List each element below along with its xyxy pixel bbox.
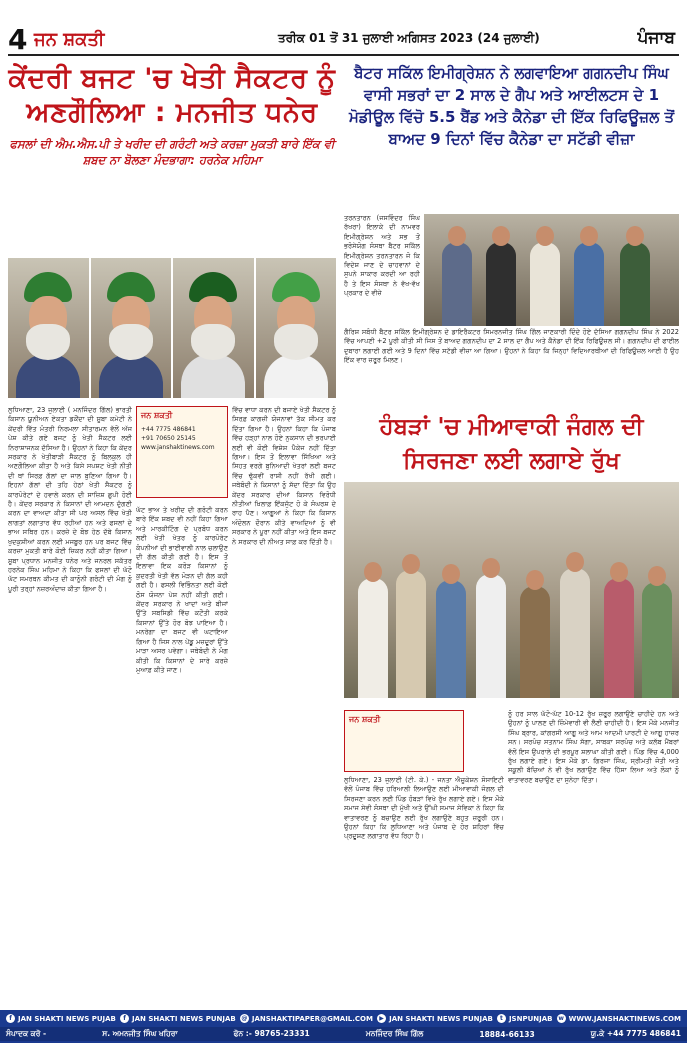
ad-website: www.janshaktinews.com (141, 444, 215, 451)
left-story-headline: ਕੇਂਦਰੀ ਬਜਟ 'ਚ ਖੇਤੀ ਸੈਕਟਰ ਨੂੰ ਅਣਗੌਲਿਆ : ਮਨਜੀਤ ਧਨੇਰ (8, 63, 336, 128)
globe-icon: w (558, 1015, 564, 1022)
advertisement (136, 406, 228, 498)
right-story1-text1: ਤਰਨਤਾਰਨ (ਜਸਵਿੰਦਰ ਸਿੰਘ ਰੱਖਰਾ) ਇਲਾਕੇ ਦੀ ਨਾਮਵਰ ਇਮੀਗ੍ਰੇਸ਼ਨ ਅਤੇ ਸਭ ਤੋਂ ਭਰੋਸੇਯੋਗ ਸੰਸਥਾ ਬੈਟਰ ਸਕਿੱਲ ਇਮੀਗ੍ਰੇਸ਼ਨ ਤਰਨਤਾਰਨ ਜੋ ਕਿ ਵਿਦੇਸ਼ ਜਾਣ ਦੇ ਚਾਹਵਾਨਾਂ ਦੇ ਸੁਪਨੇ ਸਾਕਾਰ ਕਰਦੀ ਆ ਰਹੀ ਹੈ ਤੇ ਇਸ ਸੰਸਥਾ ਨੇ ਵੱਖ-ਵੱਖ ਪ੍ਰਕਾਰ ਦੇ ਵੀਜ਼ੇ (344, 214, 420, 298)
ad-phone: +44 7775 486841 (141, 426, 196, 433)
right-story1-text2: ਗੈਰਿਸ਼ ਸਬੰਧੀ ਬੈਟਰ ਸਕਿੱਲ ਇਮੀਗ੍ਰੇਸ਼ਨ ਦੇ ਡਾਇਰੈਕਟਰ ਸਿਮਰਨਜੀਤ ਸਿੰਘ ਗਿੱਲ ਜਾਣਕਾਰੀ ਦਿੰਦੇ ਹੋਏ ਦੱਸਿਆ ਗਗਨਦੀਪ ਸਿੰਘ ਨੇ 2022 ਵਿੱਚ ਆਪਣੀ +2 ਪੂਰੀ ਕੀਤੀ ਸੀ ਜਿਸ ਤੋਂ ਬਾਅਦ ਗਗਨਦੀਪ ਦਾ 2 ਸਾਲ ਦਾ ਗੈਪ ਅਤੇ ਕੈਨੇਡਾ ਦੀ ਇੱਕ ਰਿਫਿਊਜ਼ਲ ਸੀ। ਗਗਨਦੀਪ ਦੀ ਫਾਈਲ ਦੁਬਾਰਾ ਲਗਾਈ ਗਈ ਅਤੇ 9 ਦਿਨਾਂ ਵਿੱਚ ਸਟੱਡੀ ਵੀਜ਼ਾ ਆ ਗਿਆ। ਉਹਨਾਂ ਨੇ ਕਿਹਾ ਕਿ ਜਿਨ੍ਹਾਂ ਵਿਦਿਆਰਥੀਆਂ ਦੀ ਰਿਫਿਊਜ਼ਲ ਆਈ ਹੈ ਉਹ ਇੱਕ ਵਾਰ ਜ਼ਰੂਰ ਮਿਲਣ। (344, 328, 679, 365)
ad-logo: ਜਨ ਸ਼ਕਤੀ (349, 715, 381, 724)
left-story-header (8, 62, 336, 168)
ad-phone: +91 70650 25145 (141, 435, 196, 442)
left-story-subhead: ਫਸਲਾਂ ਦੀ ਐਮ.ਐਸ.ਪੀ ਤੇ ਖਰੀਦ ਦੀ ਗਰੰਟੀ ਅਤੇ ਕਰਜ਼ਾ ਮੁਕਤੀ ਬਾਰੇ ਇੱਕ ਵੀ ਸ਼ਬਦ ਨਾ ਬੋਲਣਾ ਮੰਦਭਾਗਾ: ਹਰਨੇਕ ਮਹਿਮਾ (9, 137, 335, 167)
ad-logo: ਜਨ ਸ਼ਕਤੀ (141, 411, 173, 420)
facebook-icon: f (120, 1014, 129, 1023)
email-link[interactable]: @ JANSHAKTIPAPER@GMAIL.COM (241, 1014, 373, 1023)
masthead (8, 24, 679, 56)
right-story2-text2: ਨੂੰ ਹਰ ਸਾਲ ਘੱਟੋ-ਘੱਟ 10-12 ਰੁੱਖ ਜ਼ਰੂਰ ਲਗਾਉਣੇ ਚਾਹੀਦੇ ਹਨ ਅਤੇ ਉਹਨਾਂ ਨੂੰ ਪਾਲਣ ਦੀ ਜ਼ਿੰਮੇਵਾਰੀ ਵੀ ਲੈਣੀ ਚਾਹੀਦੀ ਹੈ। ਇਸ ਮੌਕੇ ਮਨਜੀਤ ਸਿੰਘ ਬ੍ਰਾਰ, ਕਾਂਗਰਸੀ ਆਗੂ ਅਤੇ ਆਮ ਆਦਮੀ ਪਾਰਟੀ ਦੇ ਆਗੂ ਹਾਜ਼ਰ ਸਨ। ਸਰਪੰਚ ਸਤਨਾਮ ਸਿੰਘ ਸੱਗਾ, ਸਾਬਕਾ ਸਰਪੰਚ ਅਤੇ ਕਲੱਬ ਮੈਂਬਰਾਂ ਵੱਲੋਂ ਇਸ ਉਪਰਾਲੇ ਦੀ ਭਰਪੂਰ ਸ਼ਲਾਘਾ ਕੀਤੀ ਗਈ। ਪਿੰਡ ਵਿੱਚ 4,000 ਰੁੱਖ ਲਗਾਏ ਗਏ। ਇਸ ਮੌਕੇ ਡਾ. ਗਿਰਜਾ ਸਿੰਘ, ਸ੍ਰੀਮਤੀ ਜੋਤੀ ਅਤੇ ਸਕੂਲੀ ਬੱਚਿਆਂ ਨੇ ਵੀ ਰੁੱਖ ਲਗਾਉਣ ਵਿੱਚ ਹਿੱਸਾ ਲਿਆ ਅਤੇ ਲੋਕਾਂ ਨੂੰ ਵਾਤਾਵਰਣ ਬਚਾਉਣ ਦਾ ਸੁਨੇਹਾ ਦਿੱਤਾ। (508, 710, 679, 784)
dateline: ਤਰੀਕ 01 ਤੋਂ 31 ਜੁਲਾਈ ਅਗਿਸਤ 2023 (24 ਜੁਲਾਈ) (278, 31, 540, 45)
right-story1-header (344, 62, 679, 150)
footer (0, 1010, 687, 1043)
right-story2-text1: ਲੁਧਿਆਣਾ, 23 ਜੁਲਾਈ (ਟੀ. ਕੇ.) - ਜਨਤਾ ਐਜੂਕੇਸ਼ਨ ਸੋਸਾਇਟੀ ਵੱਲੋਂ ਪੰਜਾਬ ਵਿੱਚ ਹਰਿਆਲੀ ਲਿਆਉਣ ਲਈ ਮੀਆਵਾਕੀ ਜੰਗਲ ਦੀ ਸਿਰਜਣਾ ਕਰਨ ਲਈ ਪਿੰਡ ਹੰਬੜਾਂ ਵਿਖੇ ਰੁੱਖ ਲਗਾਏ ਗਏ। ਇਸ ਮੌਕੇ ਸਮਾਜ ਸੇਵੀ ਸੰਸਥਾ ਦੀ ਮੁੱਖੀ ਅਤੇ ਉੱਘੀ ਸਮਾਜ ਸੇਵਿਕਾ ਨੇ ਕਿਹਾ ਕਿ ਵਾਤਾਵਰਣ ਨੂੰ ਬਚਾਉਣ ਲਈ ਰੁੱਖ ਲਗਾਉਣੇ ਬਹੁਤ ਜ਼ਰੂਰੀ ਹਨ। ਉਹਨਾਂ ਕਿਹਾ ਕਿ ਲੁਧਿਆਣਾ ਅਤੇ ਪੰਜਾਬ ਦੇ ਹੋਰ ਸ਼ਹਿਰਾਂ ਵਿੱਚ ਪ੍ਰਦੂਸ਼ਣ ਲਗਾਤਾਰ ਵੱਧ ਰਿਹਾ ਹੈ। (344, 776, 504, 841)
twitter-icon: t (497, 1014, 506, 1023)
uk-phone: ਯੂ.ਕੇ +44 7775 486841 (590, 1029, 681, 1038)
advertisement-small (344, 710, 464, 772)
newspaper-logo: ਜਨ ਸ਼ਕਤੀ (34, 29, 105, 50)
facebook-link[interactable]: f JAN SHAKTI NEWS PUJAB (6, 1014, 116, 1023)
editor-phone: ਫੋਨ :- 98765-23331 (233, 1029, 310, 1038)
email-icon: @ (241, 1015, 248, 1022)
website-link[interactable]: w WWW.JANSHAKTINEWS.COM (558, 1014, 681, 1023)
editor-name: ਸ. ਅਮਨਜੀਤ ਸਿੰਘ ਖਹਿਰਾ (102, 1029, 178, 1038)
youtube-link[interactable]: ▶ JAN SHAKTI NEWS PUNJAB (377, 1014, 493, 1023)
portrait-photo (256, 258, 337, 398)
portrait-photo (8, 258, 89, 398)
right-story1-headline: ਬੈਟਰ ਸਕਿੱਲ ਇਮੀਗ੍ਰੇਸ਼ਨ ਨੇ ਲਗਵਾਇਆ ਗਗਨਦੀਪ ਸਿੰਘ ਵਾਸੀ ਸਭਰਾਂ ਦਾ 2 ਸਾਲ ਦੇ ਗੈਪ ਅਤੇ ਆਈਲਟਸ ਦੇ 1 ਮੋਡੀਊਲ ਵਿੱਚੋ 5.5 ਬੈਂਡ ਅਤੇ ਕੈਨੇਡਾ ਦੀ ਇੱਕ ਰਿਫਿਊਜ਼ਲ ਤੋਂ ਬਾਅਦ 9 ਦਿਨਾਂ ਵਿੱਚ ਕੈਨੇਡਾ ਦਾ ਸਟੱਡੀ ਵੀਜ਼ਾ (348, 64, 675, 148)
youtube-icon: ▶ (377, 1014, 386, 1023)
right-story2-headline: ਹੰਬੜਾਂ 'ਚ ਮੀਆਵਾਕੀ ਜੰਗਲ ਦੀ ਸਿਰਜਣਾ ਲਈ ਲਗਾਏ ਰੁੱਖ (379, 414, 644, 474)
footer-links (0, 1010, 687, 1027)
co-editor-name: ਮਨਜਿੰਦਰ ਸਿੰਘ ਗਿੱਲ (365, 1029, 424, 1038)
facebook-icon: f (6, 1014, 15, 1023)
page-number: 4 (8, 23, 28, 56)
left-story-text-col3: ਵਿੱਚ ਵਾਧਾ ਕਰਨ ਦੀ ਬਜਾਏ ਖੇਤੀ ਸੈਕਟਰ ਨੂੰ ਸਿਰਫ਼ ਕਾਗਜ਼ੀ ਯੋਜਨਾਵਾਂ ਤੱਕ ਸੀਮਤ ਕਰ ਦਿੱਤਾ ਗਿਆ ਹੈ। ਉਹਨਾਂ ਕਿਹਾ ਕਿ ਪੰਜਾਬ ਵਿੱਚ ਹੜ੍ਹਾਂ ਨਾਲ ਹੋਏ ਨੁਕਸਾਨ ਦੀ ਭਰਪਾਈ ਲਈ ਵੀ ਕੋਈ ਵਿਸ਼ੇਸ਼ ਪੈਕੇਜ ਨਹੀਂ ਦਿੱਤਾ ਗਿਆ। ਇਸ ਤੋਂ ਇਲਾਵਾ ਸਿੱਖਿਆ ਅਤੇ ਸਿਹਤ ਵਰਗੇ ਬੁਨਿਆਦੀ ਖੇਤਰਾਂ ਲਈ ਬਜਟ ਵਿੱਚ ਢੁੱਕਵੀਂ ਰਾਸ਼ੀ ਨਹੀਂ ਰੱਖੀ ਗਈ। ਜਥੇਬੰਦੀ ਨੇ ਕਿਸਾਨਾਂ ਨੂੰ ਸੱਦਾ ਦਿੱਤਾ ਕਿ ਉਹ ਕੇਂਦਰ ਸਰਕਾਰ ਦੀਆਂ ਕਿਸਾਨ ਵਿਰੋਧੀ ਨੀਤੀਆਂ ਖ਼ਿਲਾਫ਼ ਇੱਕਜੁੱਟ ਹੋ ਕੇ ਸੰਘਰਸ਼ ਦੇ ਰਾਹ ਪੈਣ। ਆਗੂਆਂ ਨੇ ਕਿਹਾ ਕਿ ਕਿਸਾਨ ਅੰਦੋਲਨ ਦੌਰਾਨ ਕੀਤੇ ਵਾਅਦਿਆਂ ਨੂੰ ਵੀ ਸਰਕਾਰ ਨੇ ਪੂਰਾ ਨਹੀਂ ਕੀਤਾ ਅਤੇ ਇਸ ਬਜਟ ਨੇ ਸਰਕਾਰ ਦੀ ਨੀਅਤ ਸਾਫ਼ ਕਰ ਦਿੱਤੀ ਹੈ। (232, 406, 336, 546)
section-name: ਪੰਜਾਬ (637, 28, 675, 48)
facebook-page-link[interactable]: f JAN SHAKTI NEWS PUNJAB (120, 1014, 236, 1023)
left-story-text-col1: ਲੁਧਿਆਣਾ, 23 ਜੁਲਾਈ ( ਮਨਜਿੰਦਰ ਗਿੱਲ) ਭਾਰਤੀ ਕਿਸਾਨ ਯੂਨੀਅਨ ਏਕਤਾ ਡਕੌਂਦਾ ਦੀ ਸੂਬਾ ਕਮੇਟੀ ਨੇ ਕੇਂਦਰੀ ਵਿੱਤ ਮੰਤਰੀ ਨਿਰਮਲਾ ਸੀਤਾਰਮਨ ਵੱਲੋਂ ਅੱਜ ਪੇਸ਼ ਕੀਤੇ ਗਏ ਬਜਟ ਨੂੰ ਖੇਤੀ ਸੈਕਟਰ ਲਈ ਨਿਰਾਸ਼ਾਜਨਕ ਦੱਸਿਆ ਹੈ। ਉਹਨਾਂ ਨੇ ਕਿਹਾ ਕਿ ਕੇਂਦਰ ਸਰਕਾਰ ਨੇ ਖੇਤੀਬਾੜੀ ਸੈਕਟਰ ਨੂੰ ਬਿਲਕੁਲ ਹੀ ਅਣਗੌਲਿਆ ਕੀਤਾ ਹੈ ਅਤੇ ਕਿਸੇ ਸਪਸ਼ਟ ਖੇਤੀ ਨੀਤੀ ਦੀ ਥਾਂ ਸਿਰਫ਼ ਗੱਲਾਂ ਦਾ ਜਾਲ ਬੁਣਿਆ ਗਿਆ ਹੈ। ਇਹਨਾਂ ਗੱਲਾਂ ਦੀ ਤਹਿ ਹੇਠਾਂ ਖੇਤੀ ਸੈਕਟਰ ਨੂੰ ਕਾਰਪੋਰੇਟਾਂ ਦੇ ਹਵਾਲੇ ਕਰਨ ਦੀ ਸਾਜ਼ਿਸ਼ ਛੁਪੀ ਹੋਈ ਹੈ। ਕੇਂਦਰ ਸਰਕਾਰ ਨੇ ਕਿਸਾਨਾਂ ਦੀ ਆਮਦਨ ਦੁੱਗਣੀ ਕਰਨ ਦਾ ਵਾਅਦਾ ਕੀਤਾ ਸੀ ਪਰ ਅਸਲ ਵਿੱਚ ਖੇਤੀ ਲਾਗਤਾਂ ਲਗਾਤਾਰ ਵੱਧ ਰਹੀਆਂ ਹਨ ਅਤੇ ਫਸਲਾਂ ਦੇ ਭਾਅ ਸਥਿਰ ਹਨ। ਕਰਜ਼ੇ ਦੇ ਬੋਝ ਹੇਠ ਦੱਬੇ ਕਿਸਾਨ ਖੁਦਕੁਸ਼ੀਆਂ ਕਰਨ ਲਈ ਮਜਬੂਰ ਹਨ ਪਰ ਬਜਟ ਵਿੱਚ ਕਰਜ਼ਾ ਮੁਕਤੀ ਬਾਰੇ ਕੋਈ ਜ਼ਿਕਰ ਨਹੀਂ ਕੀਤਾ ਗਿਆ। ਸੂਬਾ ਪ੍ਰਧਾਨ ਮਨਜੀਤ ਧਨੇਰ ਅਤੇ ਜਨਰਲ ਸਕੱਤਰ ਹਰਨੇਕ ਸਿੰਘ ਮਹਿਮਾ ਨੇ ਕਿਹਾ ਕਿ ਫਸਲਾਂ ਦੀ ਘੱਟੋ ਘੱਟ ਸਮਰਥਨ ਕੀਮਤ ਦੀ ਕਾਨੂੰਨੀ ਗਰੰਟੀ ਦੀ ਮੰਗ ਨੂੰ ਪੂਰੀ ਤਰ੍ਹਾਂ ਨਜ਼ਰਅੰਦਾਜ਼ ਕੀਤਾ ਗਿਆ ਹੈ। (8, 406, 132, 593)
editor-label: ਸੰਪਾਦਕ ਕਰੋ - (6, 1029, 47, 1038)
left-story-photos (8, 258, 336, 398)
portrait-photo (91, 258, 172, 398)
twitter-link[interactable]: t JSNPUNJAB (497, 1014, 553, 1023)
tree-plantation-photo (344, 482, 679, 698)
co-editor-phone: 18884-66133 (479, 1029, 535, 1039)
portrait-photo (173, 258, 254, 398)
footer-contacts (0, 1027, 687, 1041)
left-story-text-col2: ਘੱਟ ਭਾਅ ਤੇ ਖਰੀਦ ਦੀ ਗਰੰਟੀ ਕਰਨ ਬਾਰੇ ਇੱਕ ਸ਼ਬਦ ਵੀ ਨਹੀਂ ਕਿਹਾ ਗਿਆ ਅਤੇ ਮਾਰਕੀਟਿੰਗ ਦੇ ਪ੍ਰਬੰਧ ਕਰਨ ਲਈ ਖੇਤੀ ਖੇਤਰ ਨੂੰ ਕਾਰਪੋਰੇਟ ਕੰਪਨੀਆਂ ਦੀ ਭਾਈਵਾਲੀ ਨਾਲ ਚਲਾਉਣ ਦੀ ਗੱਲ ਕੀਤੀ ਗਈ ਹੈ। ਇਸ ਤੋਂ ਇਲਾਵਾ ਇਕ ਕਰੋੜ ਕਿਸਾਨਾਂ ਨੂੰ ਕੁਦਰਤੀ ਖੇਤੀ ਵੱਲ ਮੋੜਨ ਦੀ ਗੱਲ ਕਹੀ ਗਈ ਹੈ। ਫਸਲੀ ਵਿਭਿੰਨਤਾ ਲਈ ਕੋਈ ਠੋਸ ਯੋਜਨਾ ਪੇਸ਼ ਨਹੀਂ ਕੀਤੀ ਗਈ। ਕੇਂਦਰ ਸਰਕਾਰ ਨੇ ਖਾਦਾਂ ਅਤੇ ਬੀਜਾਂ ਉੱਤੇ ਸਬਸਿਡੀ ਵਿੱਚ ਕਟੌਤੀ ਕਰਕੇ ਕਿਸਾਨਾਂ ਉੱਤੇ ਹੋਰ ਬੋਝ ਪਾਇਆ ਹੈ। ਮਨਰੇਗਾ ਦਾ ਬਜਟ ਵੀ ਘਟਾਇਆ ਗਿਆ ਹੈ ਜਿਸ ਨਾਲ ਪੇਂਡੂ ਮਜ਼ਦੂਰਾਂ ਉੱਤੇ ਮਾੜਾ ਅਸਰ ਪਵੇਗਾ। ਜਥੇਬੰਦੀ ਨੇ ਮੰਗ ਕੀਤੀ ਕਿ ਕਿਸਾਨਾਂ ਦੇ ਸਾਰੇ ਕਰਜ਼ੇ ਮੁਆਫ਼ ਕੀਤੇ ਜਾਣ। (136, 506, 228, 674)
group-photo (424, 214, 679, 326)
